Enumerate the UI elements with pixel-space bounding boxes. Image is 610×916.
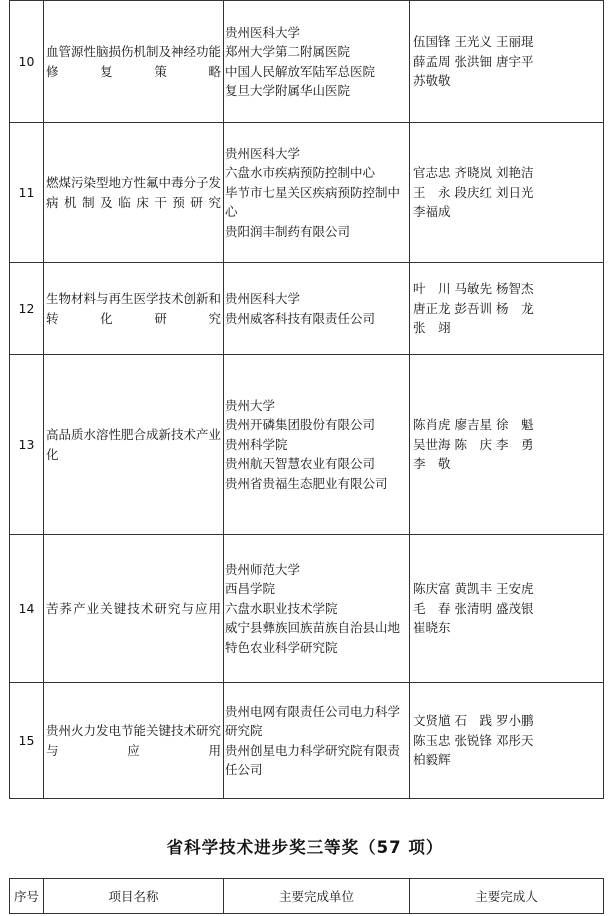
header-name: 项目名称 [44, 879, 224, 914]
row-number: 15 [10, 683, 44, 799]
unit-name: 六盘水职业技术学院 [225, 600, 338, 616]
project-name: 贵州火力发电节能关键技术研究与应用 [44, 683, 224, 799]
completing-units [224, 683, 410, 799]
completing-people [410, 535, 604, 683]
header-people: 主要完成人 [410, 879, 604, 914]
people-line: 伍国锋 王光义 王丽琨 [413, 34, 534, 50]
row-number: 11 [10, 123, 44, 263]
row-number: 14 [10, 535, 44, 683]
completing-units [224, 1, 410, 123]
people-line: 崔晓东 [413, 620, 451, 636]
unit-name: 贵州创星电力科学研究院有限责任公司 [225, 742, 401, 777]
row-number: 12 [10, 263, 44, 355]
unit-name: 威宁县彝族回族苗族自治县山地特色农业科学研究院 [225, 620, 401, 655]
people-line: 柏毅辉 [413, 752, 451, 768]
project-name: 燃煤污染型地方性氟中毒分子发病机制及临床干预研究 [44, 123, 224, 263]
section-title: 省科学技术进步奖三等奖（57 项） [166, 838, 444, 857]
unit-name: 贵州威客科技有限责任公司 [225, 310, 376, 326]
row-number: 10 [10, 1, 44, 123]
third-prize-table-header [9, 878, 604, 914]
people-line: 李 敬 [413, 456, 451, 472]
header-no: 序号 [10, 879, 44, 914]
unit-name: 贵州医科大学 [225, 291, 301, 306]
people-line: 陈玉忠 张锐锋 邓彤天 [413, 732, 534, 748]
unit-name: 贵州开磷集团股份有限公司 [225, 417, 376, 433]
unit-name: 贵阳润丰制药有限公司 [225, 223, 351, 239]
unit-name: 中国人民解放军陆军总医院 [225, 63, 376, 79]
completing-units [224, 535, 410, 683]
unit-name: 贵州师范大学 [225, 561, 301, 577]
completing-people [410, 1, 604, 123]
unit-name: 复旦大学附属华山医院 [225, 83, 351, 98]
project-name: 生物材料与再生医学技术创新和转化研究 [44, 263, 224, 355]
completing-people [410, 355, 604, 535]
table-row [10, 263, 604, 355]
project-name: 苦荞产业关键技术研究与应用 [44, 535, 224, 683]
unit-name: 贵州省贵福生态肥业有限公司 [225, 475, 388, 491]
unit-name: 西昌学院 [225, 581, 276, 597]
people-line: 毛 春 张清明 盛茂银 [413, 600, 534, 616]
unit-name: 贵州医科大学 [225, 145, 301, 161]
completing-units [224, 355, 410, 535]
people-line: 张 翊 [413, 320, 451, 336]
header-units: 主要完成单位 [224, 879, 410, 914]
people-line: 文贤馗 石 践 罗小鹏 [413, 713, 534, 729]
people-line: 吴世海 陈 庆 李 勇 [413, 436, 534, 452]
completing-units [224, 123, 410, 263]
table-row [10, 1, 604, 123]
awards-table [9, 0, 604, 799]
row-number: 13 [10, 355, 44, 535]
people-line: 李福成 [413, 204, 451, 220]
unit-name: 贵州大学 [225, 397, 276, 413]
people-line: 陈肖虎 廖吉星 徐 魁 [413, 417, 534, 433]
unit-name: 贵州医科大学 [225, 24, 301, 40]
completing-people [410, 123, 604, 263]
table-row [10, 123, 604, 263]
completing-people [410, 683, 604, 799]
completing-people [410, 263, 604, 355]
people-line: 唐正龙 彭吾训 杨 龙 [413, 300, 534, 316]
people-line: 叶 川 马敏先 杨智杰 [413, 281, 534, 297]
completing-units [224, 263, 410, 355]
unit-name: 贵州科学院 [225, 436, 288, 452]
project-name: 高品质水溶性肥合成新技术产业化 [44, 355, 224, 535]
people-line: 王 永 段庆红 刘日光 [413, 184, 534, 200]
unit-name: 毕节市七星关区疾病预防控制中心 [225, 184, 401, 220]
unit-name: 贵州航天智慧农业有限公司 [225, 456, 376, 472]
people-line: 薛孟周 张洪钿 唐宇平 [413, 53, 534, 69]
unit-name: 郑州大学第二附属医院 [225, 44, 351, 59]
unit-name: 贵州电网有限责任公司电力科学研究院 [225, 703, 401, 738]
project-name: 血管源性脑损伤机制及神经功能修复策略 [44, 1, 224, 123]
table-row [10, 535, 604, 683]
table-row [10, 683, 604, 799]
people-line: 陈庆富 黄凯丰 王安虎 [413, 581, 534, 597]
table-row [10, 355, 604, 535]
people-line: 官志忠 齐晓岚 刘艳洁 [413, 165, 534, 181]
people-line: 苏敬敬 [413, 73, 451, 89]
unit-name: 六盘水市疾病预防控制中心 [225, 165, 376, 181]
